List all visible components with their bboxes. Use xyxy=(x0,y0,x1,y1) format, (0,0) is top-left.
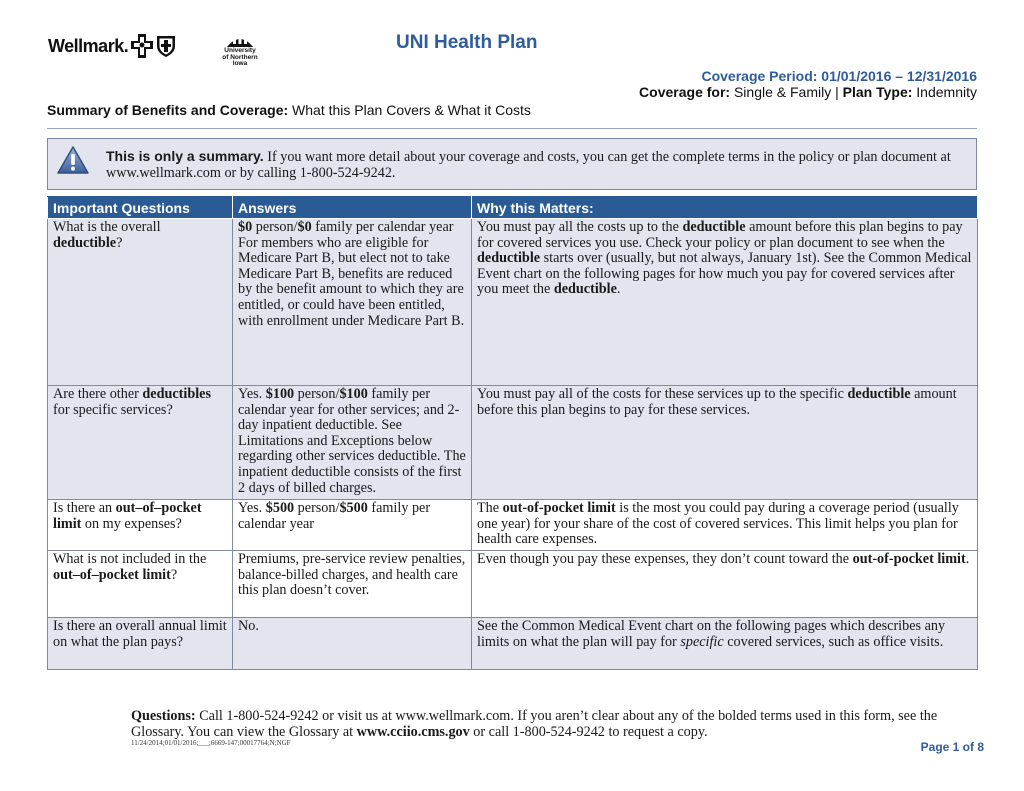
coverage-for-label: Coverage for: xyxy=(639,84,731,100)
table-row xyxy=(48,500,978,551)
question-cell: Are there other deductibles for specific services? xyxy=(48,386,233,500)
notice-bold: This is only a summary. xyxy=(106,148,264,164)
why-cell: Even though you pay these expenses, they don’t count toward the out-of-pocket limit. xyxy=(472,551,978,618)
italic-term: specific xyxy=(680,633,724,650)
why-cell: See the Common Medical Event chart on the following pages which describes any limits on what the plan will pay for specific covered services, such as office visits. xyxy=(472,618,978,670)
bold-term: deductible xyxy=(477,250,541,267)
footer-questions xyxy=(131,709,951,740)
benefits-table xyxy=(47,196,978,670)
bold-term: out–of–pocket limit xyxy=(53,500,202,532)
question-cell: Is there an overall annual limit on what the plan pays? xyxy=(48,618,233,670)
table-row xyxy=(48,219,978,386)
question-cell: Is there an out–of–pocket limit on my expenses? xyxy=(48,500,233,551)
table-row xyxy=(48,386,978,500)
answer-cell: Yes. $500 person/$500 family per calendar year xyxy=(233,500,472,551)
wellmark-wordmark: Wellmark. xyxy=(48,35,129,56)
why-cell: You must pay all the costs up to the deductible amount before this plan begins to pay for covered services you use. Check your policy or plan document to see when the deductible starts over (usually, but not always, January 1st). See the Common Medical Event chart on the following pages for how much you pay for covered services after you meet the deductible. xyxy=(472,219,978,386)
answer-cell: Premiums, pre-service review penalties, balance-billed charges, and health care this plan doesn’t cover. xyxy=(233,551,472,618)
sbc-subtitle xyxy=(47,102,531,118)
coverage-for-value: Single & Family | xyxy=(730,84,843,100)
header-divider xyxy=(47,128,977,129)
form-code: 11/24/2014;01/01/2016;___;6669-147;00017764;N;NGF xyxy=(131,739,291,747)
sbc-label: Summary of Benefits and Coverage: xyxy=(47,102,289,118)
why-cell: You must pay all of the costs for these services up to the specific deductible amount before this plan begins to pay for these services. xyxy=(472,386,978,500)
answer-cell: Yes. $100 person/$100 family per calendar year for other services; and 2-day inpatient deductible. See Limitations and Exceptions below regarding other services deductible. The inpatient deductible consists of the first 2 days of billed charges. xyxy=(233,386,472,500)
notice-text xyxy=(106,149,966,181)
bold-term: out-of-pocket limit xyxy=(502,500,616,516)
glossary-link[interactable]: www.cciio.cms.gov xyxy=(356,723,470,740)
bold-term: deductible xyxy=(553,281,617,298)
bold-term: deductible xyxy=(847,386,911,402)
table-row xyxy=(48,618,978,670)
sbc-value: What this Plan Covers & What it Costs xyxy=(288,102,531,118)
bold-term: $0 xyxy=(238,219,253,235)
coverage-period: Coverage Period: 01/01/2016 – 12/31/2016 xyxy=(701,68,977,84)
header-why-this-matters: Why this Matters: xyxy=(472,197,978,219)
bold-term: out-of-pocket limit xyxy=(852,551,966,567)
bold-term: deductibles xyxy=(142,386,212,402)
bold-term: $500 xyxy=(339,500,368,516)
header-important-questions: Important Questions xyxy=(48,197,233,219)
table-row xyxy=(48,551,978,618)
question-cell: What is the overall deductible? xyxy=(48,219,233,386)
plan-type-value: Indemnity xyxy=(912,84,977,100)
bold-term: $500 xyxy=(265,500,295,516)
bold-term: $0 xyxy=(297,219,312,235)
footer-questions-label: Questions: xyxy=(131,708,196,724)
why-cell: The out-of-pocket limit is the most you could pay during a coverage period (usually one year) for your share of the cost of covered services. This limit helps you plan for health care expenses. xyxy=(472,500,978,551)
footer-questions-text: Call 1-800-524-9242 or visit us at www.wellmark.com. If you aren’t clear about any of the bolded terms used in this form, see the Glossary. You can view the Glossary at xyxy=(131,708,938,740)
warning-icon xyxy=(56,145,90,175)
bold-term: out–of–pocket limit xyxy=(53,566,171,583)
blue-shield-icon xyxy=(156,34,176,58)
uni-logo-text: University of Northern Iowa xyxy=(222,47,258,67)
header-answers: Answers xyxy=(233,197,472,219)
plan-title: UNI Health Plan xyxy=(396,32,538,53)
notice-body: If you want more detail about your coverage and costs, you can get the complete terms in the policy or plan document at www.wellmark.com or by calling 1-800-524-9242. xyxy=(106,149,951,181)
plan-type-label: Plan Type: xyxy=(842,84,913,100)
summary-notice xyxy=(47,138,977,190)
bold-term: $100 xyxy=(339,386,368,402)
coverage-for-line xyxy=(639,84,977,100)
bold-term: deductible xyxy=(682,219,746,235)
page-number: Page 1 of 8 xyxy=(920,740,984,754)
answer-cell: No. xyxy=(233,618,472,670)
answer-cell: $0 person/$0 family per calendar year For members who are eligible for Medicare Part B, but elect not to take Medicare Part B, benefits are reduced by the benefit amount to which they are entitled, or could have been entitled, with enrollment under Medicare Part B. xyxy=(233,219,472,386)
footer-questions-text-end: or call 1-800-524-9242 to request a copy. xyxy=(469,723,708,740)
table-header-row xyxy=(48,197,978,219)
blue-cross-icon xyxy=(131,34,153,58)
bold-term: deductible xyxy=(53,234,117,251)
bold-term: $100 xyxy=(265,386,295,402)
wellmark-logo xyxy=(48,34,176,58)
question-cell: What is not included in the out–of–pocket limit? xyxy=(48,551,233,618)
